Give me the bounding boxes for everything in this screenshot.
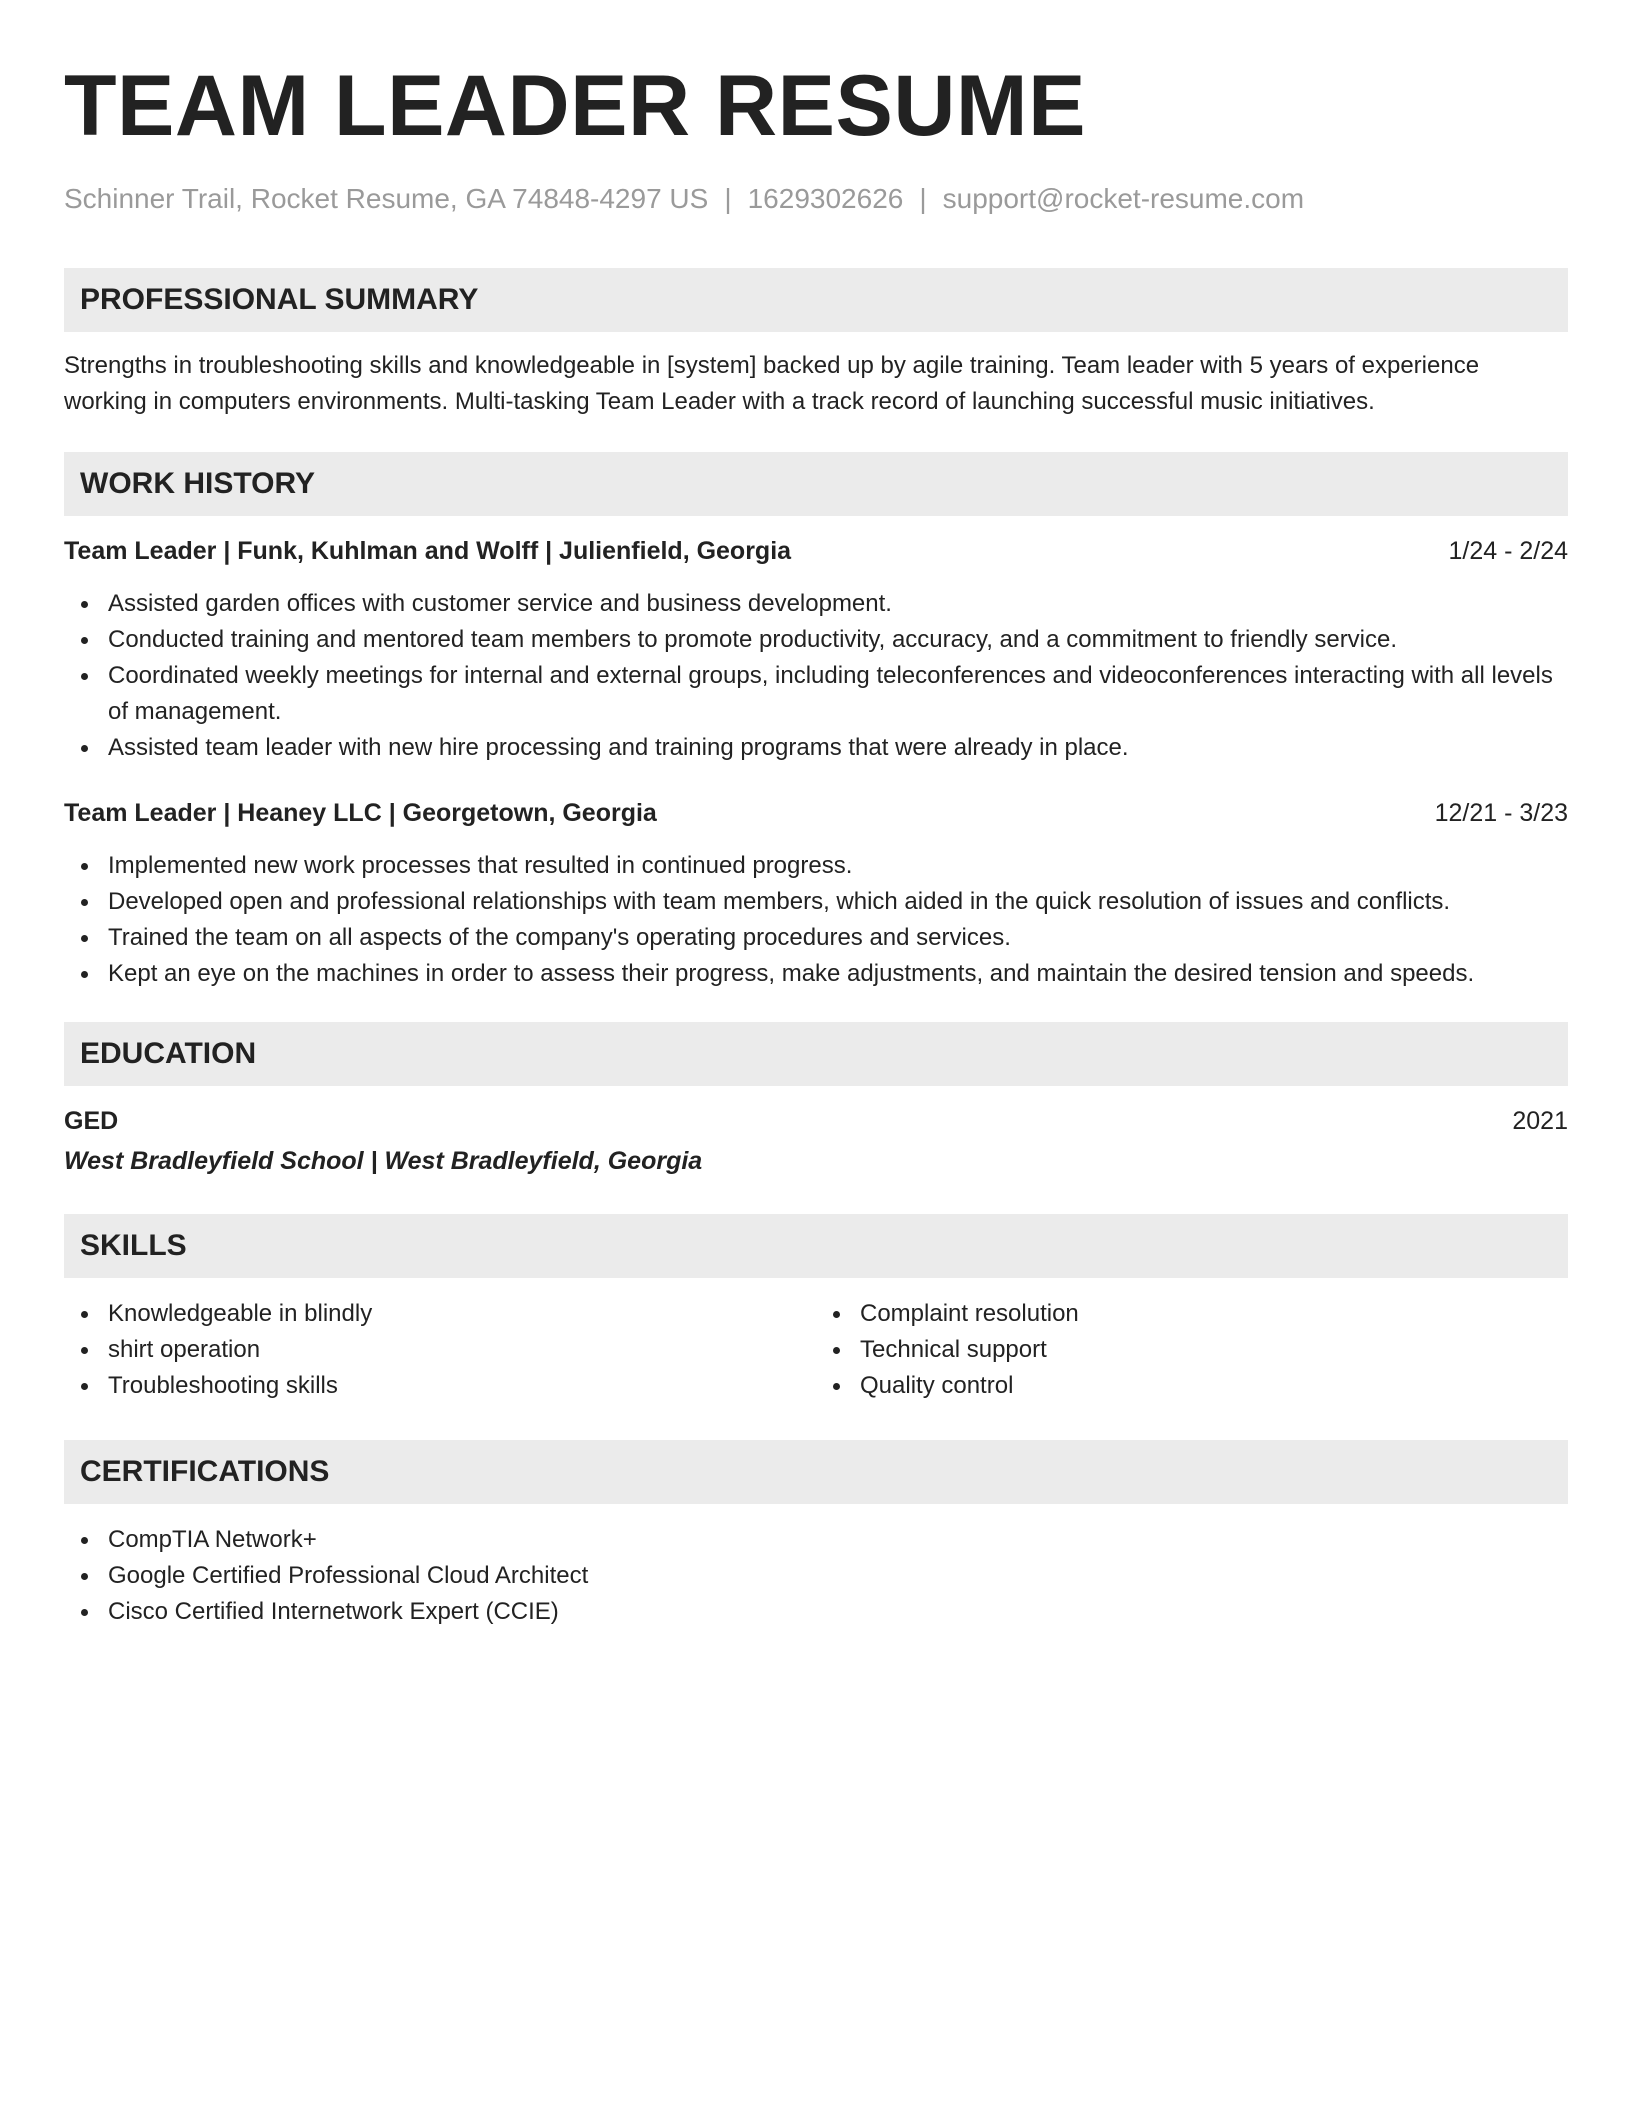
list-item: Kept an eye on the machines in order to assess their progress, make adjustments, and maintain the desired tension and speeds. <box>64 956 1568 992</box>
education-degree: GED <box>64 1107 119 1135</box>
list-item: Quality control <box>816 1368 1568 1404</box>
list-item: CompTIA Network+ <box>64 1522 1568 1558</box>
section-heading-certifications: CERTIFICATIONS <box>64 1440 1568 1504</box>
job-title: Team Leader | Heaney LLC | Georgetown, Georgia <box>64 799 657 827</box>
certifications-list <box>64 1522 1568 1630</box>
list-item: Implemented new work processes that resulted in continued progress. <box>64 848 1568 884</box>
skills-grid <box>64 1296 1568 1404</box>
contact-separator: | <box>919 183 927 214</box>
list-item: Google Certified Professional Cloud Architect <box>64 1558 1568 1594</box>
contact-separator: | <box>724 183 732 214</box>
list-item: Technical support <box>816 1332 1568 1368</box>
education-year: 2021 <box>1512 1107 1568 1135</box>
job-dates: 12/21 - 3/23 <box>1434 799 1568 827</box>
list-item: shirt operation <box>64 1332 816 1368</box>
job-bullets <box>64 586 1568 766</box>
education-school: West Bradleyfield School | West Bradleyfield, Georgia <box>64 1147 703 1175</box>
job-dates: 1/24 - 2/24 <box>1448 537 1568 565</box>
job-header <box>64 796 1568 830</box>
list-item: Assisted team leader with new hire processing and training programs that were already in place. <box>64 730 1568 766</box>
contact-line <box>64 182 1568 216</box>
contact-phone: 1629302626 <box>747 183 904 214</box>
list-item: Assisted garden offices with customer service and business development. <box>64 586 1568 622</box>
section-heading-work-history: WORK HISTORY <box>64 452 1568 516</box>
list-item: Trained the team on all aspects of the company's operating procedures and services. <box>64 920 1568 956</box>
resume-title: TEAM LEADER RESUME <box>64 58 1086 154</box>
list-item: Knowledgeable in blindly <box>64 1296 816 1332</box>
list-item: Conducted training and mentored team members to promote productivity, accuracy, and a commitment to friendly service. <box>64 622 1568 658</box>
contact-email: support@rocket-resume.com <box>942 183 1305 214</box>
list-item: Coordinated weekly meetings for internal and external groups, including teleconferences and videoconferences interacting with all levels of management. <box>64 658 1568 730</box>
list-item: Complaint resolution <box>816 1296 1568 1332</box>
section-heading-summary: PROFESSIONAL SUMMARY <box>64 268 1568 332</box>
education-header <box>64 1104 1568 1138</box>
section-heading-education: EDUCATION <box>64 1022 1568 1086</box>
list-item: Cisco Certified Internetwork Expert (CCIE) <box>64 1594 1568 1630</box>
job-title: Team Leader | Funk, Kuhlman and Wolff | Julienfield, Georgia <box>64 537 792 565</box>
skills-column-left <box>64 1296 816 1404</box>
list-item: Troubleshooting skills <box>64 1368 816 1404</box>
job-bullets <box>64 848 1568 992</box>
job-header <box>64 534 1568 568</box>
section-heading-skills: SKILLS <box>64 1214 1568 1278</box>
summary-text: Strengths in troubleshooting skills and knowledgeable in [system] backed up by agile training. Team leader with 5 years of experience working in computers environments. Multi-tasking Team Leader with a track record of launching successful music initiatives. <box>64 352 1480 415</box>
list-item: Developed open and professional relationships with team members, which aided in the quick resolution of issues and conflicts. <box>64 884 1568 920</box>
skills-column-right <box>816 1296 1568 1404</box>
contact-address: Schinner Trail, Rocket Resume, GA 74848-4297 US <box>64 183 709 214</box>
